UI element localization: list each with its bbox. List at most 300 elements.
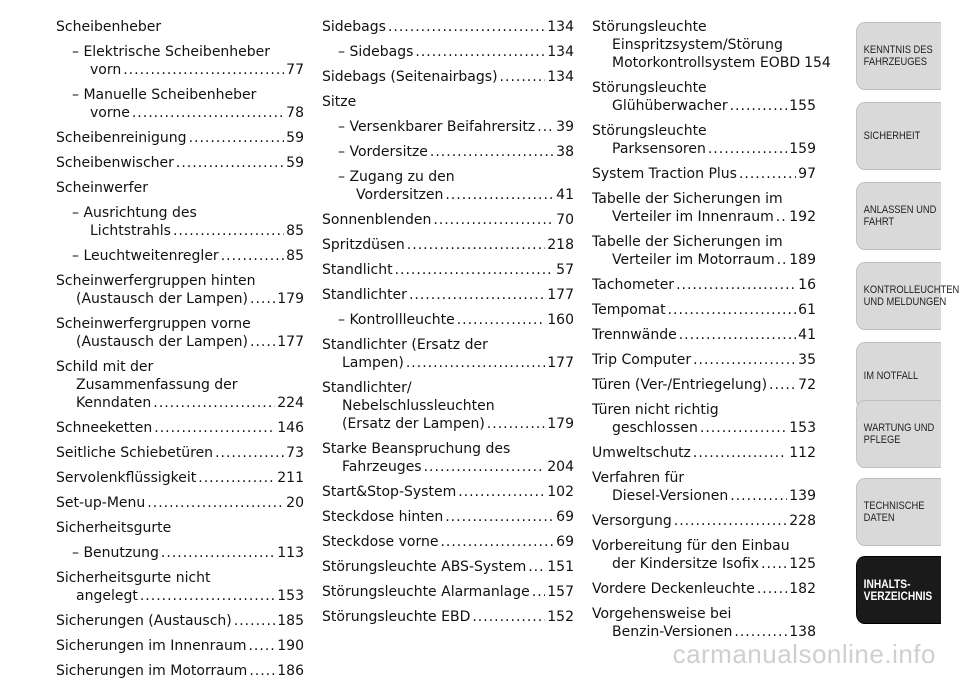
leader-dots [528,558,545,576]
page-number: 189 [789,252,816,268]
index-line [56,179,304,197]
index-term: geschlossen [612,420,698,436]
index-entry [56,569,304,605]
index-term: – Sidebags [338,44,414,60]
leader-dots [777,251,788,269]
index-column-1 [56,18,304,687]
index-entry [592,537,816,573]
index-entry [592,469,816,505]
page-number: 155 [789,98,816,114]
index-entry [322,68,574,86]
chapter-tab-sicherheit[interactable] [856,102,941,170]
index-line [592,487,816,505]
index-entry [322,508,574,526]
index-term: Verfahren für [592,470,685,486]
leader-dots [757,580,787,598]
index-term: Verteiler im Motorraum [612,252,775,268]
page-number: 97 [798,166,816,182]
index-term: Scheibenwischer [56,155,174,171]
chapter-tab-kenntnis-des-fahrzeuges[interactable] [856,22,941,90]
index-entry [322,311,574,329]
index-term: – Leuchtweitenregler [72,248,219,264]
index-line [56,494,304,512]
index-line [72,247,304,265]
page-number: 73 [286,445,304,461]
index-term: Scheinwerfergruppen hinten [56,273,256,289]
index-term: – Benutzung [72,545,159,561]
leader-dots [415,43,545,61]
index-line [56,129,304,147]
page-number: 39 [556,119,574,135]
index-line [338,168,574,186]
index-term: vorne [90,105,130,121]
index-line [592,276,816,294]
index-term: Kenndaten [76,395,152,411]
chapter-tab-label-line: TECHNISCHE [863,500,925,512]
index-term: – Ausrichtung des [72,205,197,221]
page-number: 177 [277,334,304,350]
leader-dots [769,376,796,394]
index-line [56,290,304,308]
index-line [322,508,574,526]
index-entry [56,662,304,680]
page-number: 85 [286,248,304,264]
index-entry [592,444,816,462]
index-line [592,140,816,158]
chapter-tab-label [864,422,949,446]
index-entry [322,168,574,204]
page-number: 16 [798,277,816,293]
page-number: 85 [286,223,304,239]
index-term: Lichtstrahls [90,223,171,239]
chapter-tab-technische-daten[interactable] [856,478,941,546]
index-line [592,122,816,140]
index-entry [56,86,304,122]
index-line [322,18,574,36]
leader-dots [173,222,284,240]
chapter-tab-label-line: IM NOTFALL [863,370,919,382]
leader-dots [123,61,284,79]
page-number: 186 [277,663,304,679]
index-entry [592,376,816,394]
index-term: Diesel-Versionen [612,488,729,504]
index-column-3 [592,18,831,648]
index-line [338,143,574,161]
page-number: 41 [556,187,574,203]
page-number: 125 [789,556,816,572]
index-term: System Traction Plus [592,166,737,182]
page-number: 59 [286,155,304,171]
leader-dots [693,351,796,369]
page-number: 177 [547,287,574,303]
index-entry [322,143,574,161]
leader-dots [153,394,275,412]
index-line [592,36,816,54]
index-entry [56,272,304,308]
leader-dots [221,247,284,265]
index-line [592,469,816,487]
index-line [322,533,574,551]
index-entry [56,612,304,630]
page-number: 182 [789,581,816,597]
index-entry [592,301,816,319]
index-term: Sicherungen im Motorraum [56,663,248,679]
index-line [338,186,574,204]
index-line [56,315,304,333]
index-term: Störungsleuchte EBD [322,609,471,625]
index-term: Sidebags (Seitenairbags) [322,69,498,85]
leader-dots [730,487,787,505]
index-term: Tabelle der Sicherungen im [592,191,783,207]
page-number: 134 [547,69,574,85]
index-term: Sicherungen (Austausch) [56,613,232,629]
page-number: 77 [286,62,304,78]
index-line [592,444,816,462]
leader-dots [440,533,554,551]
page-number: 224 [277,395,304,411]
index-term: Starke Beanspruchung des [322,441,511,457]
leader-dots [445,186,554,204]
index-term: Zusammenfassung der [76,377,238,393]
index-term: Set-up-Menu [56,495,146,511]
index-term: der Kindersitze Isofix [612,556,760,572]
index-term: Parksensoren [612,141,706,157]
index-entry [322,379,574,433]
index-entry [56,444,304,462]
index-line [56,18,304,36]
index-term: Servolenkflüssigkeit [56,470,197,486]
page-number: 69 [556,534,574,550]
index-term: angelegt [76,588,138,604]
index-entry [56,469,304,487]
page-number: 151 [547,559,574,575]
index-term: Lampen) [342,355,404,371]
index-entry [56,43,304,79]
index-term: (Austausch der Lampen) [76,291,249,307]
index-line [72,43,304,61]
index-entry [56,358,304,412]
index-term: Schild mit der [56,359,154,375]
page-number: 154 [804,55,831,71]
index-entry [592,122,816,158]
index-line [322,93,574,111]
leader-dots [761,555,787,573]
index-line [338,43,574,61]
page-number: 113 [277,545,304,561]
index-line [592,512,816,530]
index-entry [592,351,816,369]
chapter-tab-label [864,500,949,524]
index-term: Sidebags [322,19,386,35]
index-line [56,154,304,172]
index-term: Scheinwerfergruppen vorne [56,316,251,332]
index-line [592,251,816,269]
page-number: 38 [556,144,574,160]
index-line [322,354,574,372]
index-term: Sicherheitsgurte nicht [56,570,211,586]
leader-dots [409,286,545,304]
index-entry [322,236,574,254]
index-term: Tabelle der Sicherungen im [592,234,783,250]
leader-dots [472,608,545,626]
index-entry [56,247,304,265]
leader-dots [537,118,554,136]
page-number: 139 [789,488,816,504]
index-term: Scheinwerfer [56,180,148,196]
leader-dots [700,419,787,437]
leader-dots [445,508,554,526]
index-line [322,286,574,304]
page-number: 20 [286,495,304,511]
leader-dots [708,140,787,158]
index-entry [322,261,574,279]
chapter-tab-label-line: VERZEICHNIS [863,589,933,603]
page-number: 102 [547,484,574,500]
chapter-tab-sidebar [856,0,960,678]
index-term: Schneeketten [56,420,153,436]
index-entry [322,43,574,61]
leader-dots [154,419,275,437]
index-term: Störungsleuchte ABS-System [322,559,527,575]
index-line [592,208,816,226]
index-term: Störungsleuchte Alarmanlage [322,584,530,600]
index-term: Start&Stop-System [322,484,457,500]
page-number: 160 [547,312,574,328]
index-entry [592,190,816,226]
index-entry [322,118,574,136]
index-term: Glühüberwacher [612,98,728,114]
index-line [56,637,304,655]
index-term: – Manuelle Scheibenheber [72,87,257,103]
leader-dots [161,544,275,562]
index-line [56,519,304,537]
index-term: Störungsleuchte [592,19,707,35]
chapter-tab-label-line: KENNTNIS DES [863,44,933,56]
index-term: Standlichter/ [322,380,412,396]
page-number: 69 [556,509,574,525]
leader-dots [388,18,545,36]
index-entry [56,419,304,437]
index-line [322,397,574,415]
page-number: 185 [277,613,304,629]
leader-dots [776,208,788,226]
chapter-tab-label [864,204,949,228]
leader-dots [730,97,788,115]
index-line [72,104,304,122]
chapter-tab-label-line: FAHRZEUGES [863,56,928,68]
index-line [322,261,574,279]
index-entry [592,605,816,641]
chapter-tab-anlassen-und-fahrt[interactable] [856,182,941,250]
leader-dots [234,612,276,630]
leader-dots [433,211,554,229]
index-entry [322,483,574,501]
page-number: 78 [286,105,304,121]
index-entry [322,533,574,551]
leader-dots [430,143,554,161]
index-line [322,583,574,601]
index-term: Trennwände [592,327,677,343]
index-entry [592,326,816,344]
index-line [72,544,304,562]
index-entry [322,440,574,476]
index-term: Scheibenheber [56,19,162,35]
index-entry [592,18,831,72]
index-line [592,79,816,97]
index-line [322,608,574,626]
page-number: 153 [277,588,304,604]
index-term: Seitliche Schiebetüren [56,445,214,461]
page-number: 134 [547,19,574,35]
index-entry [322,211,574,229]
index-line [56,419,304,437]
index-term: Störungsleuchte [592,123,707,139]
index-entry [56,179,304,197]
chapter-tab-label-line: WARTUNG UND [863,422,935,434]
index-term: Vordersitzen [356,187,444,203]
index-line [322,558,574,576]
page-number: 41 [798,327,816,343]
index-term: Sonnenblenden [322,212,432,228]
chapter-tab-label-line: KONTROLLEUCHTEN [863,284,960,296]
leader-dots [693,444,787,462]
leader-dots [457,311,546,329]
chapter-tab-label-line: UND MELDUNGEN [863,296,947,308]
leader-dots [500,68,546,86]
index-term: Tempomat [592,302,666,318]
index-line [322,236,574,254]
index-entry [592,512,816,530]
leader-dots [676,276,796,294]
leader-dots [248,637,275,655]
index-entry [56,204,304,240]
leader-dots [458,483,545,501]
index-term: Umweltschutz [592,445,691,461]
index-line [72,61,304,79]
page-number: 228 [789,513,816,529]
index-term: – Vordersitze [338,144,428,160]
index-column-2 [322,18,574,633]
index-line [592,580,816,598]
chapter-tab-wartung-und-pflege[interactable] [856,400,941,468]
index-term: Sicherungen im Innenraum [56,638,247,654]
chapter-tab-label [864,578,949,602]
index-term: Motorkontrollsystem EOBD [612,55,801,71]
index-line [56,333,304,351]
page-number: 192 [789,209,816,225]
page-number: 146 [277,420,304,436]
index-line [56,569,304,587]
index-line [322,336,574,354]
leader-dots [250,333,275,351]
index-entry [322,18,574,36]
index-line [592,555,816,573]
leader-dots [250,290,275,308]
leader-dots [674,512,788,530]
index-term: – Elektrische Scheibenheber [72,44,271,60]
index-term: Versorgung [592,513,672,529]
index-term: Standlicht [322,262,393,278]
leader-dots [668,301,797,319]
index-entry [56,18,304,36]
index-line [592,326,816,344]
index-term: Spritzdüsen [322,237,405,253]
index-entry [592,165,816,183]
index-term: (Austausch der Lampen) [76,334,249,350]
index-entry [592,276,816,294]
index-entry [322,583,574,601]
page-number: 153 [789,420,816,436]
index-term: Vorbereitung für den Einbau [592,538,790,554]
index-line [56,376,304,394]
index-line [56,272,304,290]
index-term: Verteiler im Innenraum [612,209,774,225]
index-line [592,97,816,115]
index-line [56,587,304,605]
page-number: 204 [547,459,574,475]
index-line [592,190,816,208]
index-term: Sicherheitsgurte [56,520,172,536]
index-line [592,537,816,555]
leader-dots [395,261,555,279]
leader-dots [140,587,275,605]
page-number: 35 [798,352,816,368]
leader-dots [249,662,275,680]
index-term: – Zugang zu den [338,169,455,185]
leader-dots [424,458,546,476]
page-number: 211 [277,470,304,486]
index-term: Einspritzsystem/Störung [612,37,783,53]
index-term: Sitze [322,94,357,110]
chapter-tab-label-line: PFLEGE [863,434,901,446]
page-number: 177 [547,355,574,371]
leader-dots [215,444,284,462]
index-line [322,211,574,229]
chapter-tab-kontrolleuchten-und-meldungen[interactable] [856,262,960,330]
index-term: Nebelschlussleuchten [342,398,495,414]
index-term: (Ersatz der Lampen) [342,416,485,432]
index-entry [592,401,816,437]
index-line [322,458,574,476]
page-number: 61 [798,302,816,318]
index-line [338,311,574,329]
index-entry [56,315,304,351]
index-line [322,379,574,397]
page-number: 72 [798,377,816,393]
index-line [592,18,816,36]
chapter-tab-label [863,284,960,308]
index-entry [56,637,304,655]
leader-dots [189,129,285,147]
leader-dots [679,326,796,344]
index-line [72,204,304,222]
chapter-tab-inhalts-verzeichnis[interactable] [856,556,941,624]
index-entry [592,79,816,115]
index-line [322,415,574,433]
index-line [56,394,304,412]
index-line [592,401,816,419]
chapter-tab-label [864,370,949,382]
leader-dots [739,165,796,183]
leader-dots [487,415,545,433]
index-line [72,222,304,240]
leader-dots [406,354,545,372]
index-line [592,605,816,623]
index-entry [592,580,816,598]
page-number: 179 [277,291,304,307]
index-term: Standlichter [322,287,407,303]
page-number: 159 [789,141,816,157]
